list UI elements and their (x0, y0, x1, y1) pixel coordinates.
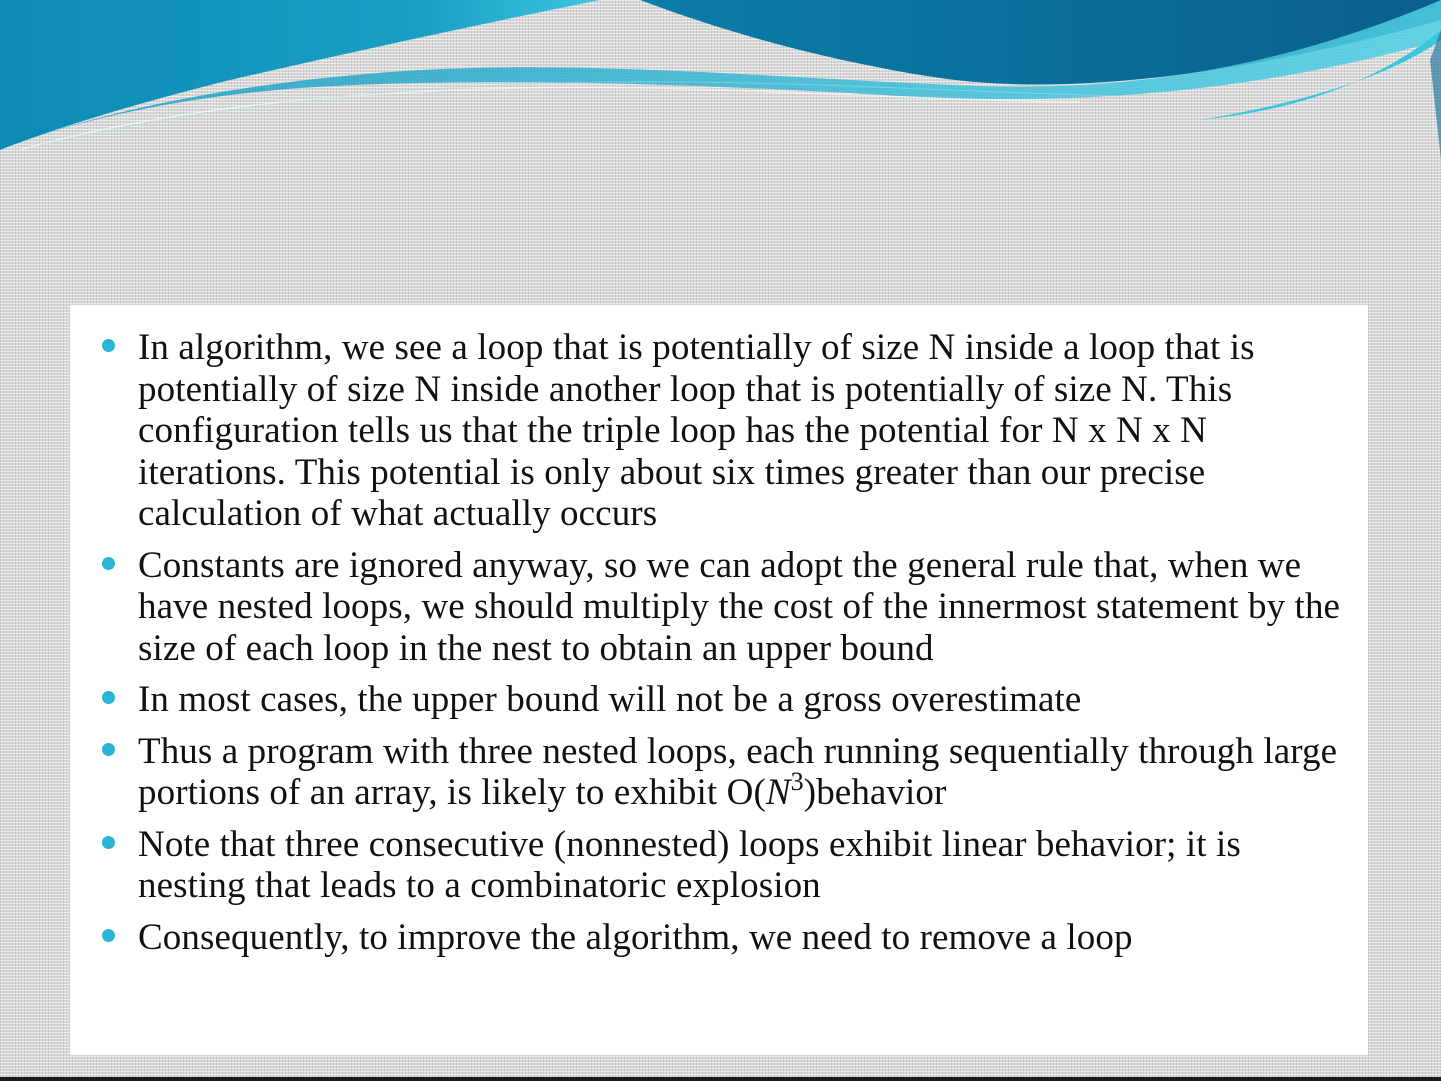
bullet-text-after-math: )behavior (803, 772, 947, 813)
bullet-item (98, 327, 1348, 535)
bullet-text: Note that three consecutive (nonnested) loops exhibit linear behavior; it is nesting that leads to a combinatoric explosion (138, 823, 1241, 906)
bullet-dot-icon (102, 743, 115, 756)
bullet-dot-icon (102, 557, 115, 570)
bullet-item (98, 917, 1348, 959)
bullet-item (98, 679, 1348, 721)
bullet-item (98, 545, 1348, 670)
bullet-text-before-math: Thus a program with three nested loops, each running sequentially through large portions of an array, is likely to exhibit O( (138, 730, 1338, 813)
bullet-dot-icon (102, 836, 115, 849)
bullet-text: Consequently, to improve the algorithm, we need to remove a loop (138, 916, 1133, 958)
bottom-border (0, 1077, 1441, 1081)
bullet-dot-icon (102, 339, 115, 352)
bullet-dot-icon (102, 929, 115, 942)
bullet-text: Constants are ignored anyway, so we can adopt the general rule that, when we have nested loops, we should multiply the cost of the innermost statement by the size of each loop in the nest to obtain an upper bound (138, 544, 1341, 669)
big-o-math-expression (765, 767, 804, 813)
bullet-text: In algorithm, we see a loop that is potentially of size N inside a loop that is potentially of size N inside another loop that is potentially of size N. This configuration tells us that the triple loop has the potential for N x N x N iterations. This potential is only about six times greater than our precise calculation of what actually occurs (138, 327, 1255, 534)
content-panel (70, 305, 1368, 1055)
math-exponent: 3 (790, 767, 804, 796)
bullet-item (98, 824, 1348, 907)
header-wave-decoration (0, 0, 1441, 200)
math-base: N (765, 772, 791, 813)
bullet-text: In most cases, the upper bound will not be a gross overestimate (138, 679, 1082, 720)
bullet-list (98, 327, 1348, 958)
bullet-item (98, 731, 1348, 814)
bullet-dot-icon (102, 691, 115, 704)
